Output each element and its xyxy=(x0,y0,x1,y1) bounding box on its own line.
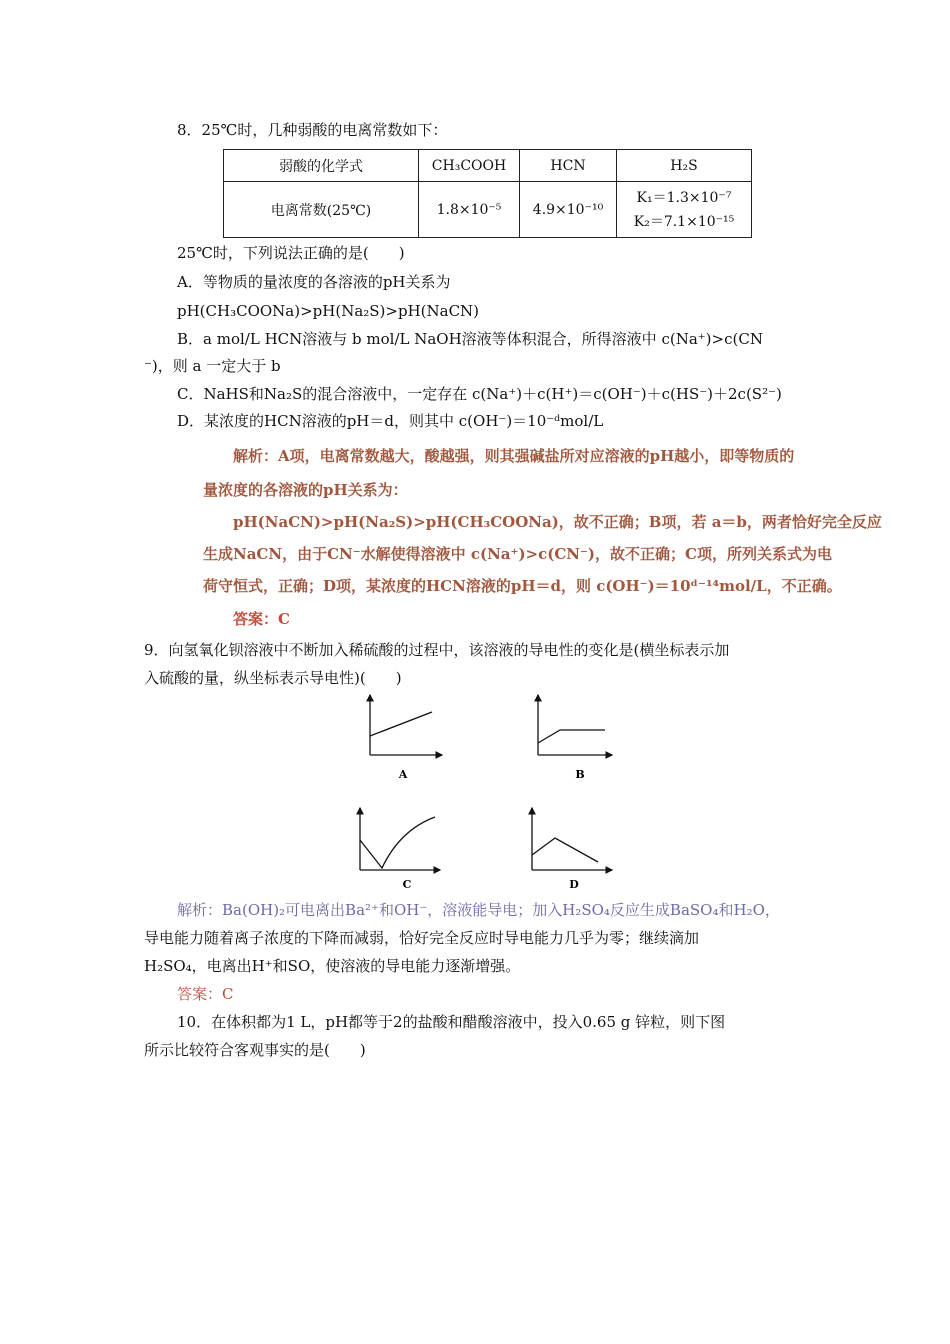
graph-label-d: D xyxy=(569,878,579,890)
table-row-label: 电离常数(25℃) xyxy=(224,182,419,238)
q8-option-d: D．某浓度的HCN溶液的pH＝d，则其中 c(OH⁻)＝10⁻ᵈmol/L xyxy=(177,412,604,430)
q8-analysis-line2: 量浓度的各溶液的pH关系为： xyxy=(203,481,408,499)
table-header-ch3cooh: CH₃COOH xyxy=(419,150,520,182)
graph-a xyxy=(370,695,442,781)
q9-analysis-line1: 解析：Ba(OH)₂可电离出Ba²⁺和OH⁻，溶液能导电；加入H₂SO₄反应生成BaSO₄和H₂O， xyxy=(177,901,780,919)
conductivity-graphs xyxy=(350,690,620,890)
table-cell-h2s xyxy=(617,182,752,238)
table-header-acid: 弱酸的化学式 xyxy=(224,150,419,182)
table-header-h2s: H₂S xyxy=(617,150,752,182)
q8-analysis-line1: 解析：A项，电离常数越大，酸越强，则其强碱盐所对应溶液的pH越小，即等物质的 xyxy=(233,447,795,465)
q8-analysis-line3: pH(NaCN)>pH(Na₂S)>pH(CH₃COONa)，故不正确；B项，若 a＝b，两者恰好完全反应 xyxy=(233,513,882,531)
q9-analysis-line2: 导电能力随着离子浓度的下降而减弱，恰好完全反应时导电能力几乎为零；继续滴加 xyxy=(144,929,700,947)
graph-d xyxy=(532,808,612,890)
q8-option-b-line2: ⁻)，则 a 一定大于 b xyxy=(144,357,281,375)
graph-d-curve xyxy=(532,838,598,862)
q9-analysis-line3: H₂SO₄，电离出H⁺和SO，使溶液的导电能力逐渐增强。 xyxy=(144,957,521,975)
q8-option-c: C．NaHS和Na₂S的混合溶液中，一定存在 c(Na⁺)＋c(H⁺)＝c(OH⁻)＋c(HS⁻)＋2c(S²⁻) xyxy=(177,385,782,403)
table-cell-h2s-k1: K₁＝1.3×10⁻⁷ xyxy=(636,189,732,206)
graph-b xyxy=(538,695,612,781)
graph-label-c: C xyxy=(402,878,412,890)
ionization-constant-table xyxy=(223,149,752,238)
graph-c-curve xyxy=(360,817,435,868)
table-cell-hcn: 4.9×10⁻¹⁰ xyxy=(520,182,617,238)
table-header-hcn: HCN xyxy=(520,150,617,182)
q9-stem-line1: 9．向氢氧化钡溶液中不断加入稀硫酸的过程中，该溶液的导电性的变化是(横坐标表示加 xyxy=(144,641,730,659)
q8-answer: 答案：C xyxy=(233,610,290,628)
graph-label-b: B xyxy=(575,768,585,781)
q8-option-b-line1: B．a mol/L HCN溶液与 b mol/L NaOH溶液等体积混合，所得溶液中 c(Na⁺)>c(CN xyxy=(177,330,763,348)
table-cell-h2s-k2: K₂＝7.1×10⁻¹⁵ xyxy=(633,213,735,230)
q8-option-a-line2: pH(CH₃COONa)>pH(Na₂S)>pH(NaCN) xyxy=(177,302,480,320)
q10-stem-line1: 10．在体积都为1 L，pH都等于2的盐酸和醋酸溶液中，投入0.65 g 锌粒，则下图 xyxy=(177,1013,726,1031)
table-cell-ch3cooh: 1.8×10⁻⁵ xyxy=(419,182,520,238)
graph-c xyxy=(360,808,440,890)
graph-b-curve xyxy=(538,730,605,743)
q8-analysis-line4: 生成NaCN，由于CN⁻水解使得溶液中 c(Na⁺)>c(CN⁻)，故不正确；C项，所列关系式为电 xyxy=(203,545,832,563)
graph-a-curve xyxy=(370,712,432,736)
graph-label-a: A xyxy=(398,768,408,781)
q8-question: 25℃时，下列说法正确的是( ) xyxy=(177,244,405,262)
q8-stem: 8．25℃时，几种弱酸的电离常数如下： xyxy=(177,121,448,139)
q8-option-a-line1: A．等物质的量浓度的各溶液的pH关系为 xyxy=(177,273,451,291)
q10-stem-line2: 所示比较符合客观事实的是( ) xyxy=(144,1041,366,1059)
q9-stem-line2: 入硫酸的量，纵坐标表示导电性)( ) xyxy=(144,669,402,687)
q8-analysis-line5: 荷守恒式，正确；D项，某浓度的HCN溶液的pH＝d，则 c(OH⁻)＝10ᵈ⁻¹⁴mol/L，不正确。 xyxy=(203,577,842,595)
q9-answer: 答案：C xyxy=(177,985,234,1003)
